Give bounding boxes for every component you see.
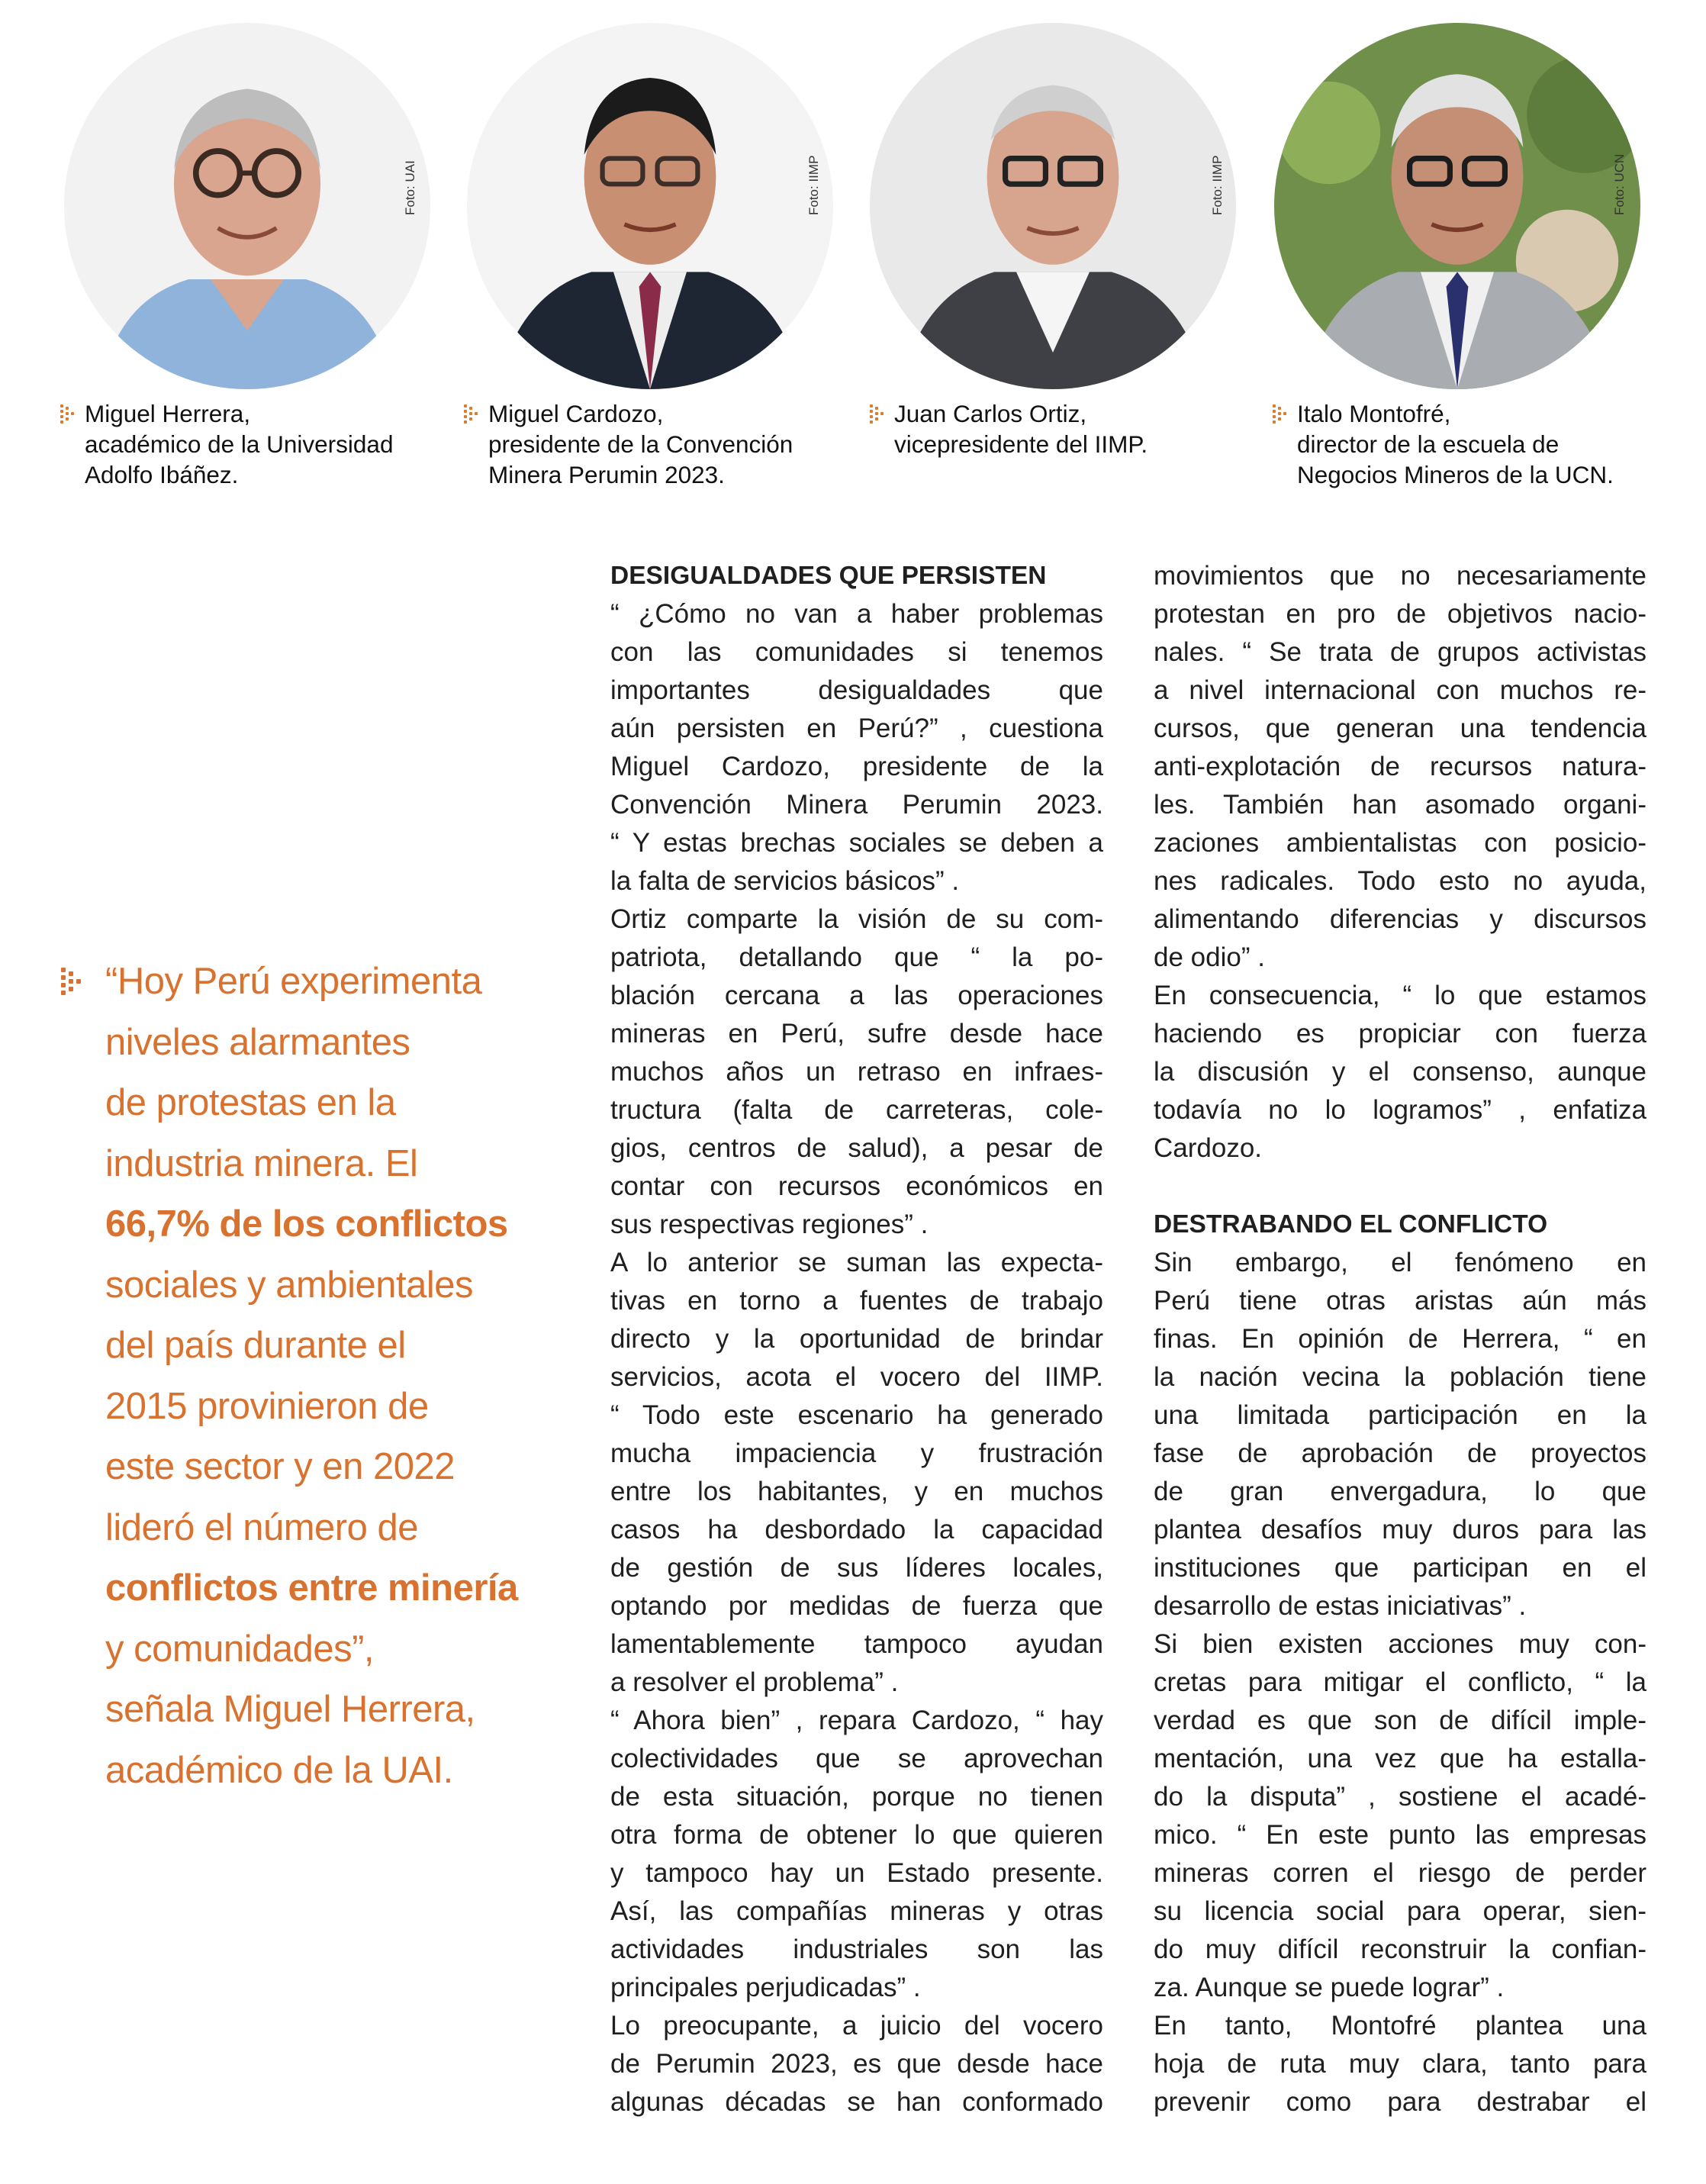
pull-quote-line bbox=[105, 1316, 563, 1377]
pull-quote-text: este sector y en 2022 bbox=[105, 1446, 455, 1487]
body-text-line: con las comunidades si tenemos bbox=[610, 637, 1103, 667]
pull-quote-line bbox=[105, 1255, 563, 1316]
pull-quote-line bbox=[105, 1619, 563, 1680]
body-text-line: la nación vecina la población tiene bbox=[1154, 1362, 1646, 1392]
body-text-line: tructura (falta de carreteras, cole- bbox=[610, 1095, 1103, 1125]
body-text-line: aún persisten en Perú?” , cuestiona bbox=[610, 714, 1103, 743]
body-text-line: de esta situación, porque no tienen bbox=[610, 1782, 1103, 1812]
body-text-line: otra forma de obtener lo que quieren bbox=[610, 1820, 1103, 1850]
body-text-line: directo y la oportunidad de brindar bbox=[610, 1324, 1103, 1354]
bullet-dots-icon bbox=[464, 404, 482, 424]
body-text-line: de Perumin 2023, es que desde hace bbox=[610, 2049, 1103, 2079]
pull-quote-emphasis: 66,7% de los conflictos bbox=[105, 1203, 508, 1245]
portrait-photo-herrera bbox=[64, 23, 430, 389]
pull-quote-line bbox=[105, 1680, 563, 1741]
body-text-line: “ Todo este escenario ha generado bbox=[610, 1400, 1103, 1430]
body-text-line: alimentando diferencias y discursos bbox=[1154, 904, 1646, 934]
bullet-dots-icon bbox=[870, 404, 888, 424]
body-text-line: de gran envergadura, lo que bbox=[1154, 1477, 1646, 1506]
body-text-line: Lo preocupante, a juicio del vocero bbox=[610, 2011, 1103, 2041]
body-text-line: de odio” . bbox=[1154, 942, 1265, 972]
bullet-dots-icon bbox=[1273, 404, 1291, 424]
body-text-line: fase de aprobación de proyectos bbox=[1154, 1438, 1646, 1468]
body-text-line: Convención Minera Perumin 2023. bbox=[610, 790, 1103, 820]
body-text-line: mucha impaciencia y frustración bbox=[610, 1438, 1103, 1468]
body-text-line: Perú tiene otras aristas aún más bbox=[1154, 1286, 1646, 1316]
pull-quote-line bbox=[105, 1741, 563, 1802]
pull-quote-text: lideró el número de bbox=[105, 1506, 418, 1548]
caption-line: vicepresidente del IIMP. bbox=[894, 430, 1148, 458]
caption-line: Minera Perumin 2023. bbox=[488, 461, 725, 488]
pull-quote-line bbox=[105, 1134, 563, 1195]
body-text-line: a resolver el problema” . bbox=[610, 1667, 899, 1697]
pull-quote-line bbox=[105, 1437, 563, 1498]
body-text-line: A lo anterior se suman las expecta- bbox=[610, 1248, 1103, 1277]
body-text-line: nales. “ Se trata de grupos activistas bbox=[1154, 637, 1646, 667]
caption-line: presidente de la Convención bbox=[488, 430, 793, 458]
body-text-line: mineras en Perú, sufre desde hace bbox=[610, 1019, 1103, 1049]
body-text-line: casos ha desbordado la capacidad bbox=[610, 1515, 1103, 1545]
article-column-2 bbox=[1154, 557, 1646, 2121]
body-text-line: finas. En opinión de Herrera, “ en bbox=[1154, 1324, 1646, 1354]
pull-quote-line bbox=[105, 1013, 563, 1074]
paragraph-gap bbox=[1154, 1168, 1646, 1206]
portrait-photo-montofre bbox=[1274, 23, 1640, 389]
portrait-photo-ortiz bbox=[870, 23, 1236, 389]
pull-quote-text: y comunidades”, bbox=[105, 1628, 375, 1670]
caption-montofre bbox=[1297, 398, 1656, 490]
caption-line: Juan Carlos Ortiz, bbox=[894, 400, 1087, 427]
body-text-line: optando por medidas de fuerza que bbox=[610, 1591, 1103, 1621]
caption-line: Miguel Herrera, bbox=[85, 400, 251, 427]
body-text-line: mineras corren el riesgo de perder bbox=[1154, 1858, 1646, 1888]
body-text-line: za. Aunque se puede lograr” . bbox=[1154, 1973, 1505, 2002]
section-heading: DESTRABANDO EL CONFLICTO bbox=[1154, 1210, 1548, 1239]
pull-quote-line bbox=[105, 952, 563, 1013]
pull-quote bbox=[105, 952, 563, 1801]
portrait-photo-cardozo bbox=[467, 23, 833, 389]
body-text-line: do la disputa” , sostiene el acadé- bbox=[1154, 1782, 1646, 1812]
pull-quote-text: del país durante el bbox=[105, 1325, 406, 1366]
body-text-line: prevenir como para destrabar el bbox=[1154, 2087, 1646, 2117]
pull-quote-text: industria minera. El bbox=[105, 1142, 418, 1184]
body-text-line: colectividades que se aprovechan bbox=[610, 1744, 1103, 1773]
body-text-line: todavía no lo logramos” , enfatiza bbox=[1154, 1095, 1646, 1125]
body-text-line: entre los habitantes, y en muchos bbox=[610, 1477, 1103, 1506]
pull-quote-line bbox=[105, 1498, 563, 1559]
caption-line: Italo Montofré, bbox=[1297, 400, 1451, 427]
body-text-line: la falta de servicios básicos” . bbox=[610, 866, 960, 896]
body-text-line: Sin embargo, el fenómeno en bbox=[1154, 1248, 1646, 1277]
pull-quote-text: 2015 provinieron de bbox=[105, 1385, 429, 1427]
caption-line: Negocios Mineros de la UCN. bbox=[1297, 461, 1614, 488]
body-text-line: plantea desafíos muy duros para las bbox=[1154, 1515, 1646, 1545]
caption-herrera bbox=[85, 398, 443, 490]
pull-quote-line bbox=[105, 1073, 563, 1134]
section-heading: DESIGUALDADES QUE PERSISTEN bbox=[610, 562, 1047, 590]
body-text-line: Ortiz comparte la visión de su com- bbox=[610, 904, 1103, 934]
photo-credit-montofre bbox=[1608, 192, 1692, 215]
body-text-line: contar con recursos económicos en bbox=[610, 1171, 1103, 1201]
body-text-line: y tampoco hay un Estado presente. bbox=[610, 1858, 1103, 1888]
body-text-line: Cardozo. bbox=[1154, 1133, 1263, 1163]
body-text-line: tivas en torno a fuentes de trabajo bbox=[610, 1286, 1103, 1316]
body-text-line: algunas décadas se han conformado bbox=[610, 2087, 1103, 2117]
body-text-line: gios, centros de salud), a pesar de bbox=[610, 1133, 1103, 1163]
caption-line: académico de la Universidad bbox=[85, 430, 394, 458]
article-column-1 bbox=[610, 557, 1103, 2121]
caption-cardozo bbox=[488, 398, 847, 490]
caption-line: Adolfo Ibáñez. bbox=[85, 461, 239, 488]
body-text-line: En consecuencia, “ lo que estamos bbox=[1154, 981, 1646, 1010]
pull-quote-text: niveles alarmantes bbox=[105, 1021, 410, 1063]
body-text-line: les. También han asomado organi- bbox=[1154, 790, 1646, 820]
pull-quote-line bbox=[105, 1194, 563, 1255]
pull-quote-text: “Hoy Perú experimenta bbox=[105, 961, 482, 1002]
body-text-line: “ Y estas brechas sociales se deben a bbox=[610, 828, 1103, 858]
body-text-line: lamentablemente tampoco ayudan bbox=[610, 1629, 1103, 1659]
pull-quote-line bbox=[105, 1377, 563, 1438]
body-text-line: la discusión y el consenso, aunque bbox=[1154, 1057, 1646, 1087]
body-text-line: blación cercana a las operaciones bbox=[610, 981, 1103, 1010]
caption-line: director de la escuela de bbox=[1297, 430, 1560, 458]
pull-quote-text: de protestas en la bbox=[105, 1082, 396, 1123]
body-text-line: “ ¿Cómo no van a haber problemas bbox=[610, 599, 1103, 629]
pull-quote-text: señala Miguel Herrera, bbox=[105, 1689, 475, 1730]
body-text-line: actividades industriales son las bbox=[610, 1934, 1103, 1964]
body-text-line: de gestión de sus líderes locales, bbox=[610, 1553, 1103, 1583]
body-text-line: zaciones ambientalistas con posicio- bbox=[1154, 828, 1646, 858]
body-text-line: mentación, una vez que ha estalla- bbox=[1154, 1744, 1646, 1773]
body-text-line: mico. “ En este punto las empresas bbox=[1154, 1820, 1646, 1850]
body-text-line: haciendo es propiciar con fuerza bbox=[1154, 1019, 1646, 1049]
body-text-line: Así, las compañías mineras y otras bbox=[610, 1896, 1103, 1926]
body-text-line: a nivel internacional con muchos re- bbox=[1154, 675, 1646, 705]
body-text-line: movimientos que no necesariamente bbox=[1154, 561, 1646, 591]
pullquote-dots-icon bbox=[61, 968, 87, 998]
body-text-line: servicios, acota el vocero del IIMP. bbox=[610, 1362, 1103, 1392]
pull-quote-emphasis: conflictos entre minería bbox=[105, 1567, 518, 1609]
body-text-line: cretas para mitigar el conflicto, “ la bbox=[1154, 1667, 1646, 1697]
body-text-line: Si bien existen acciones muy con- bbox=[1154, 1629, 1646, 1659]
body-text-line: anti-explotación de recursos natura- bbox=[1154, 752, 1646, 781]
body-text-line: cursos, que generan una tendencia bbox=[1154, 714, 1646, 743]
body-text-line: su licencia social para operar, sien- bbox=[1154, 1896, 1646, 1926]
bullet-dots-icon bbox=[60, 404, 79, 424]
body-text-line: importantes desigualdades que bbox=[610, 675, 1103, 705]
caption-line: Miguel Cardozo, bbox=[488, 400, 664, 427]
body-text-line: do muy difícil reconstruir la confian- bbox=[1154, 1934, 1646, 1964]
body-text-line: muchos años un retraso en infraes- bbox=[610, 1057, 1103, 1087]
body-text-line: desarrollo de estas iniciativas” . bbox=[1154, 1591, 1527, 1621]
body-text-line: nes radicales. Todo esto no ayuda, bbox=[1154, 866, 1646, 896]
body-text-line: patriota, detallando que “ la po- bbox=[610, 942, 1103, 972]
body-text-line: “ Ahora bien” , repara Cardozo, “ hay bbox=[610, 1706, 1103, 1735]
body-text-line: protestan en pro de objetivos nacio- bbox=[1154, 599, 1646, 629]
pull-quote-text: sociales y ambientales bbox=[105, 1264, 473, 1306]
pull-quote-line bbox=[105, 1558, 563, 1619]
body-text-line: sus respectivas regiones” . bbox=[610, 1210, 929, 1239]
pull-quote-text: académico de la UAI. bbox=[105, 1749, 453, 1791]
body-text-line: una limitada participación en la bbox=[1154, 1400, 1646, 1430]
body-text-line: Miguel Cardozo, presidente de la bbox=[610, 752, 1103, 781]
caption-ortiz bbox=[894, 398, 1253, 459]
body-text-line: hoja de ruta muy clara, tanto para bbox=[1154, 2049, 1646, 2079]
body-text-line: principales perjudicadas” . bbox=[610, 1973, 921, 2002]
body-text-line: instituciones que participan en el bbox=[1154, 1553, 1646, 1583]
body-text-line: verdad es que son de difícil imple- bbox=[1154, 1706, 1646, 1735]
body-text-line: En tanto, Montofré plantea una bbox=[1154, 2011, 1646, 2041]
